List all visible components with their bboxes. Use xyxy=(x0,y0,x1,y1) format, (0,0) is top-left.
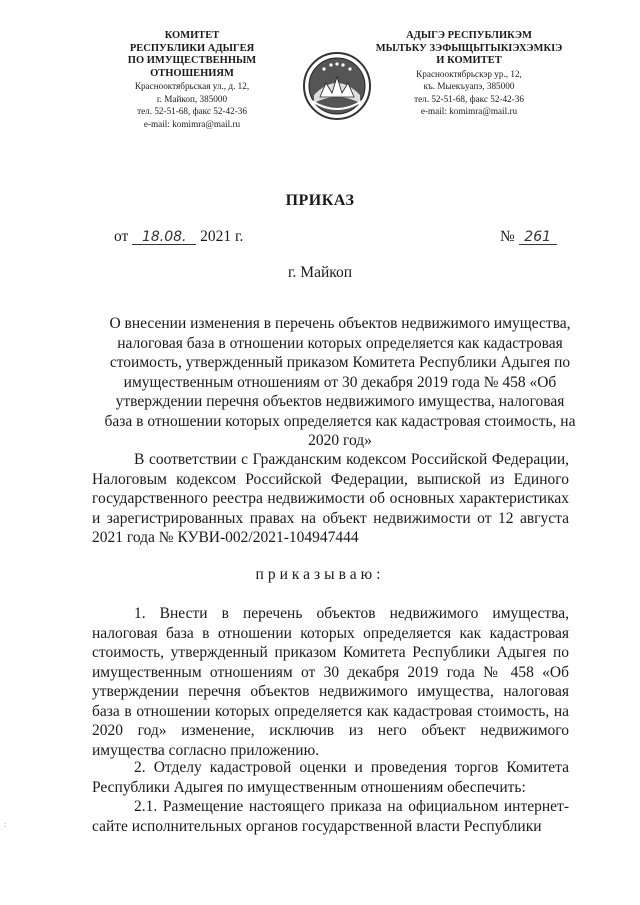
place-of-issue: г. Майкоп xyxy=(287,264,353,281)
org-email: e-mail: komimra@mail.ru xyxy=(420,106,518,116)
handwritten-number: 261 xyxy=(519,230,557,245)
org-name-line: АДЫГЭ РЕСПУБЛИКЭМ xyxy=(406,30,532,41)
coat-of-arms-icon xyxy=(302,51,372,121)
preamble-paragraph: В соответствии с Гражданским кодексом Российской Федерации, Налоговым кодексом Российской Федерации, выпиской из Единого государственного реестра недвижимости об основных характеристиках и зарегистрированных правах на объект недвижимости от 12 августа 2021 года № КУВИ-002/2021-104947444 xyxy=(92,451,569,546)
org-name-line: РЕСПУБЛИКИ АДЫГЕЯ xyxy=(129,42,255,54)
org-address: Краснооктябрьскэр ур., 12, xyxy=(416,68,522,79)
org-city: г. Майкоп, 385000 xyxy=(156,93,228,104)
org-address: Краснооктябрьская ул., д. 12, xyxy=(134,81,250,91)
item-2-1-paragraph: 2.1. Размещение настоящего приказа на официальном интернет-сайте исполнительных органов государственной власти Республики xyxy=(92,798,569,835)
header-right xyxy=(364,30,574,118)
org-name-line: МЫЛЪКУ ЗЭФЫЩЫТЫКІЭХЭМКІЭ xyxy=(375,42,563,54)
item-1-paragraph: 1. Внести в перечень объектов недвижимого имущества, налоговая база в отношении которых определяется как кадастровая стоимость, утвержденный приказом Комитета Республики Адыгея по имущественным отношениям от 30 декабря 2019 года № 458 «Об утверждении перечня объектов недвижимого имущества, налоговая база в отношении которых определяется как кадастровая стоимость, на 2020 год» изменение, исключив из него объект недвижимого имущества согласно приложению. xyxy=(92,605,569,759)
header-left xyxy=(86,30,298,130)
org-name-line: ПО ИМУЩЕСТВЕННЫМ ОТНОШЕНИЯМ xyxy=(127,55,257,79)
handwritten-date: 18.08. xyxy=(132,230,196,245)
org-name-line: КОМИТЕТ xyxy=(164,30,220,41)
order-subject: О внесении изменения в перечень объектов недвижимого имущества, налоговая база в отношении которых определяется как кадастровая стоимость, утвержденный приказом Комитета Республики Адыгея по имущественным отношениям от 30 декабря 2019 года № 458 «Об утверждении перечня объектов недвижимого имущества, налоговая база в отношении которых определяется как кадастровая стоимость, на 2020 год» xyxy=(104,315,576,449)
date-prefix: от xyxy=(114,228,129,245)
order-date xyxy=(114,228,243,246)
org-city: къ. Мыекъуапэ, 385000 xyxy=(423,81,515,91)
order-word: приказываю: xyxy=(255,566,385,583)
date-year: 2021 г. xyxy=(200,228,244,245)
item-2-paragraph: 2. Отделу кадастровой оценки и проведения торгов Комитета Республики Адыгея по имущественным отношениям обеспечить: xyxy=(92,759,569,796)
number-sign: № xyxy=(500,228,515,245)
org-phone: тел. 52-51-68, факс 52-42-36 xyxy=(137,106,247,116)
order-number xyxy=(500,228,557,246)
scan-artifact: : xyxy=(4,820,7,829)
org-name-line: И КОМИТЕТ xyxy=(436,55,502,66)
org-phone: тел. 52-51-68, факс 52-42-36 xyxy=(414,93,524,104)
org-email: e-mail: komimra@mail.ru xyxy=(143,118,241,129)
document-title: ПРИКАЗ xyxy=(285,192,355,209)
